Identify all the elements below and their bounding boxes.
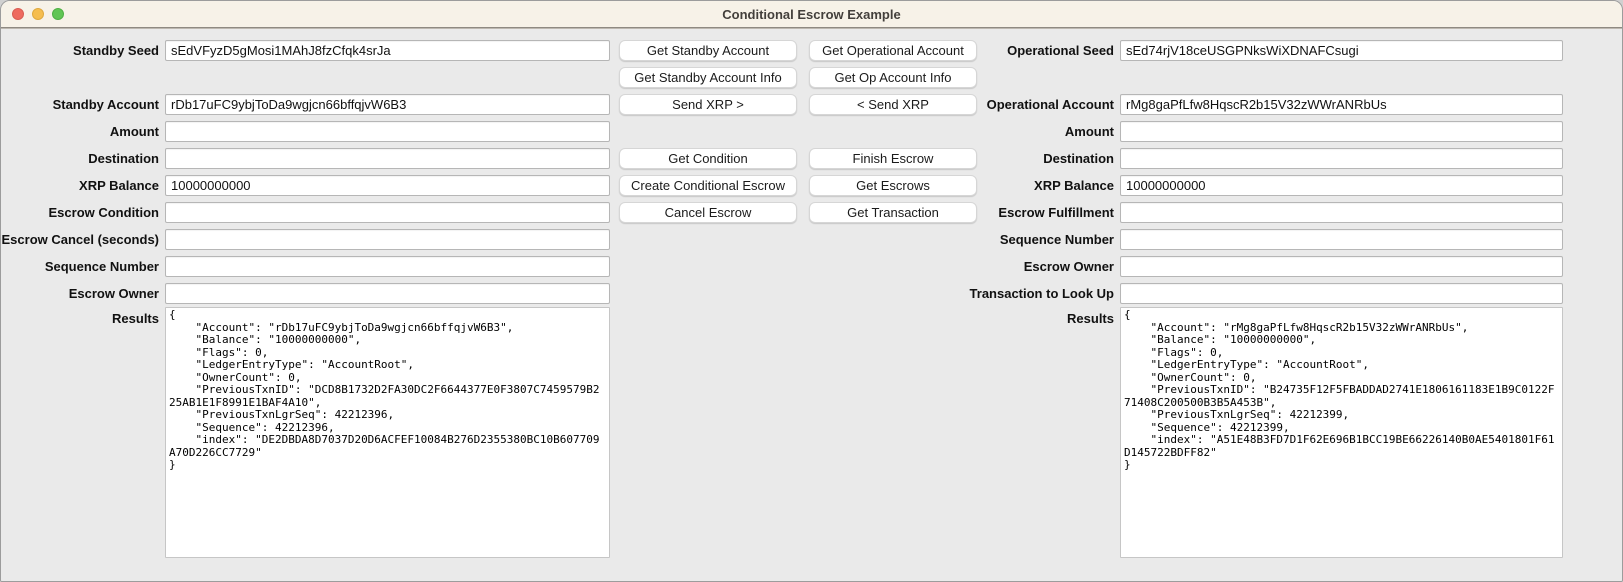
standby-seed-input[interactable] xyxy=(165,40,610,61)
escrow-cancel-seconds-label: Escrow Cancel (seconds) xyxy=(1,232,159,247)
send-xrp-right-button[interactable]: Send XRP > xyxy=(619,94,797,115)
standby-seed-label: Standby Seed xyxy=(73,43,159,58)
escrow-cancel-seconds-input[interactable] xyxy=(165,229,610,250)
escrow-condition-input[interactable] xyxy=(165,202,610,223)
standby-account-input[interactable] xyxy=(165,94,610,115)
standby-results-textarea[interactable] xyxy=(165,307,610,558)
get-standby-account-info-button[interactable]: Get Standby Account Info xyxy=(619,67,797,88)
get-escrows-button[interactable]: Get Escrows xyxy=(809,175,977,196)
standby-sequence-number-input[interactable] xyxy=(165,256,610,277)
get-operational-account-button[interactable]: Get Operational Account xyxy=(809,40,977,61)
send-xrp-left-button[interactable]: < Send XRP xyxy=(809,94,977,115)
form-grid xyxy=(1,29,1622,334)
operational-results-textarea[interactable] xyxy=(1120,307,1563,558)
transaction-to-look-up-input[interactable] xyxy=(1120,283,1563,304)
standby-amount-label: Amount xyxy=(109,124,159,139)
escrow-condition-label: Escrow Condition xyxy=(48,205,159,220)
create-conditional-escrow-button[interactable]: Create Conditional Escrow xyxy=(619,175,797,196)
operational-amount-input[interactable] xyxy=(1120,121,1563,142)
standby-xrp-balance-label: XRP Balance xyxy=(79,178,159,193)
escrow-fulfillment-label: Escrow Fulfillment xyxy=(998,205,1114,220)
operational-account-label: Operational Account xyxy=(986,97,1114,112)
standby-sequence-number-label: Sequence Number xyxy=(44,259,159,274)
operational-account-input[interactable] xyxy=(1120,94,1563,115)
window-controls xyxy=(12,1,64,27)
get-condition-button[interactable]: Get Condition xyxy=(619,148,797,169)
titlebar[interactable] xyxy=(1,1,1622,28)
operational-destination-label: Destination xyxy=(1043,151,1114,166)
zoom-icon[interactable] xyxy=(52,8,64,20)
operational-escrow-owner-label: Escrow Owner xyxy=(1023,259,1114,274)
standby-destination-label: Destination xyxy=(88,151,159,166)
operational-results-label: Results xyxy=(1067,311,1114,326)
minimize-icon[interactable] xyxy=(32,8,44,20)
standby-results-label: Results xyxy=(112,311,159,326)
main-content xyxy=(1,28,1622,581)
standby-amount-input[interactable] xyxy=(165,121,610,142)
operational-seed-label: Operational Seed xyxy=(1007,43,1114,58)
transaction-to-look-up-label: Transaction to Look Up xyxy=(969,286,1114,301)
get-op-account-info-button[interactable]: Get Op Account Info xyxy=(809,67,977,88)
standby-xrp-balance-input[interactable] xyxy=(165,175,610,196)
standby-account-label: Standby Account xyxy=(52,97,159,112)
operational-xrp-balance-label: XRP Balance xyxy=(1034,178,1114,193)
operational-destination-input[interactable] xyxy=(1120,148,1563,169)
finish-escrow-button[interactable]: Finish Escrow xyxy=(809,148,977,169)
close-icon[interactable] xyxy=(12,8,24,20)
get-transaction-button[interactable]: Get Transaction xyxy=(809,202,977,223)
cancel-escrow-button[interactable]: Cancel Escrow xyxy=(619,202,797,223)
window-title: Conditional Escrow Example xyxy=(722,6,901,22)
get-standby-account-button[interactable]: Get Standby Account xyxy=(619,40,797,61)
operational-sequence-number-label: Sequence Number xyxy=(999,232,1114,247)
operational-amount-label: Amount xyxy=(1064,124,1114,139)
standby-destination-input[interactable] xyxy=(165,148,610,169)
operational-xrp-balance-input[interactable] xyxy=(1120,175,1563,196)
standby-escrow-owner-input[interactable] xyxy=(165,283,610,304)
operational-sequence-number-input[interactable] xyxy=(1120,229,1563,250)
operational-seed-input[interactable] xyxy=(1120,40,1563,61)
escrow-fulfillment-input[interactable] xyxy=(1120,202,1563,223)
standby-escrow-owner-label: Escrow Owner xyxy=(68,286,159,301)
operational-escrow-owner-input[interactable] xyxy=(1120,256,1563,277)
